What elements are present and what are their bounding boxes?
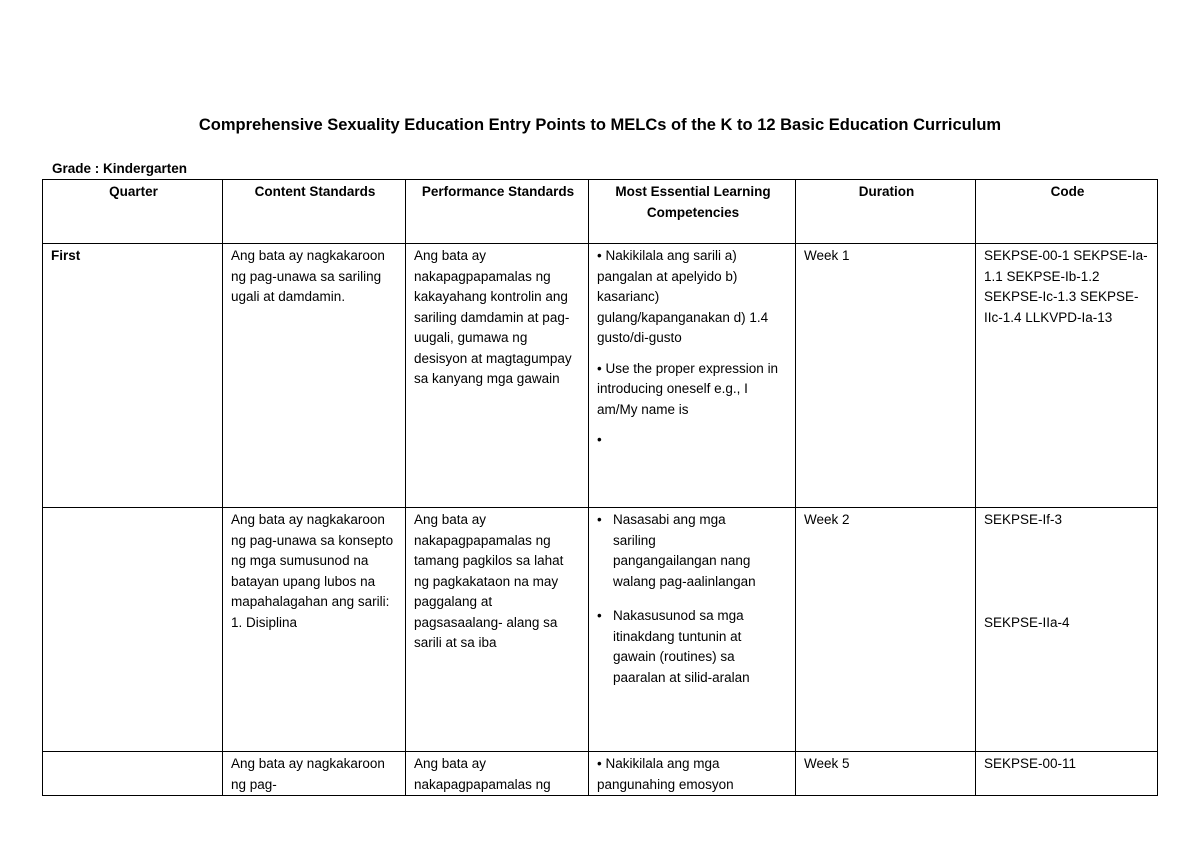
header-melc: Most Essential Learning Competencies bbox=[589, 180, 796, 244]
document-title: Comprehensive Sexuality Education Entry Points to MELCs of the K to 12 Basic Education Curriculum bbox=[198, 116, 1002, 134]
grade-label: Grade : Kindergarten bbox=[52, 161, 188, 176]
bullet: • bbox=[597, 512, 602, 527]
code-cell bbox=[976, 508, 1158, 752]
melc-item-lead bbox=[606, 608, 614, 623]
melc-cell: • Nakikilala ang mga pangunahing emosyon bbox=[589, 752, 796, 796]
table-row bbox=[43, 508, 1158, 752]
code-cell: SEKPSE-00-1 SEKPSE-Ia-1.1 SEKPSE-Ib-1.2 SEKPSE-Ic-1.3 SEKPSE-IIc-1.4 LLKVPD-Ia-13 bbox=[976, 244, 1158, 508]
content-standard-cell: Ang bata ay nagkakaroon ng pag-unawa sa konsepto ng mga sumusunod na batayan upang lubos na mapahalagahan ang sarili: 1. Disiplina bbox=[223, 508, 406, 752]
melc-item: Nasasabi ang mga sariling pangangailangan nang walang pag-aalinlangan bbox=[613, 512, 756, 589]
code-value: SEKPSE-If-3 bbox=[984, 512, 1063, 527]
melc-item-lead bbox=[606, 512, 614, 527]
content-standard-cell: Ang bata ay nagkakaroon ng pag- bbox=[223, 752, 406, 796]
melc-item: • Nakikilala ang sarili a) pangalan at apelyido b) kasarianc) gulang/kapanganakan d) 1.4 gusto/di-gusto bbox=[597, 248, 769, 345]
duration-cell: Week 5 bbox=[796, 752, 976, 796]
code-value: SEKPSE-IIa-4 bbox=[984, 614, 1070, 630]
content-standard-cell: Ang bata ay nagkakaroon ng pag-unawa sa sariling ugali at damdamin. bbox=[223, 244, 406, 508]
header-code: Code bbox=[976, 180, 1158, 244]
melc-cell bbox=[589, 508, 796, 752]
melc-item: Nakasusunod sa mga itinakdang tuntunin at gawain (routines) sa paaralan at silid-aralan bbox=[613, 608, 750, 685]
melc-cell bbox=[589, 244, 796, 508]
code-cell: SEKPSE-00-11 bbox=[976, 752, 1158, 796]
header-content-standards: Content Standards bbox=[223, 180, 406, 244]
table-row bbox=[43, 752, 1158, 796]
header-performance-standards: Performance Standards bbox=[406, 180, 589, 244]
melc-item: • bbox=[597, 432, 602, 447]
duration-cell: Week 2 bbox=[796, 508, 976, 752]
performance-standard-cell: Ang bata ay nakapagpapamalas ng kakayahang kontrolin ang sariling damdamin at pag- uugali, gumawa ng desisyon at magtagumpay sa kanyang mga gawain bbox=[406, 244, 589, 508]
quarter-cell: First bbox=[43, 244, 223, 508]
duration-cell: Week 1 bbox=[796, 244, 976, 508]
header-duration: Duration bbox=[796, 180, 976, 244]
performance-standard-cell: Ang bata ay nakapagpapamalas ng bbox=[406, 752, 589, 796]
header-quarter: Quarter bbox=[43, 180, 223, 244]
quarter-cell bbox=[43, 752, 223, 796]
table-header-row bbox=[43, 180, 1158, 244]
quarter-cell bbox=[43, 508, 223, 752]
melc-item: • Use the proper expression in introducing oneself e.g., I am/My name is bbox=[597, 360, 779, 417]
curriculum-table bbox=[42, 179, 1158, 796]
bullet: • bbox=[597, 608, 602, 623]
performance-standard-cell: Ang bata ay nakapagpapamalas ng tamang pagkilos sa lahat ng pagkakataon na may paggalang at pagsasaalang- alang sa sarili at sa iba bbox=[406, 508, 589, 752]
table-row bbox=[43, 244, 1158, 508]
